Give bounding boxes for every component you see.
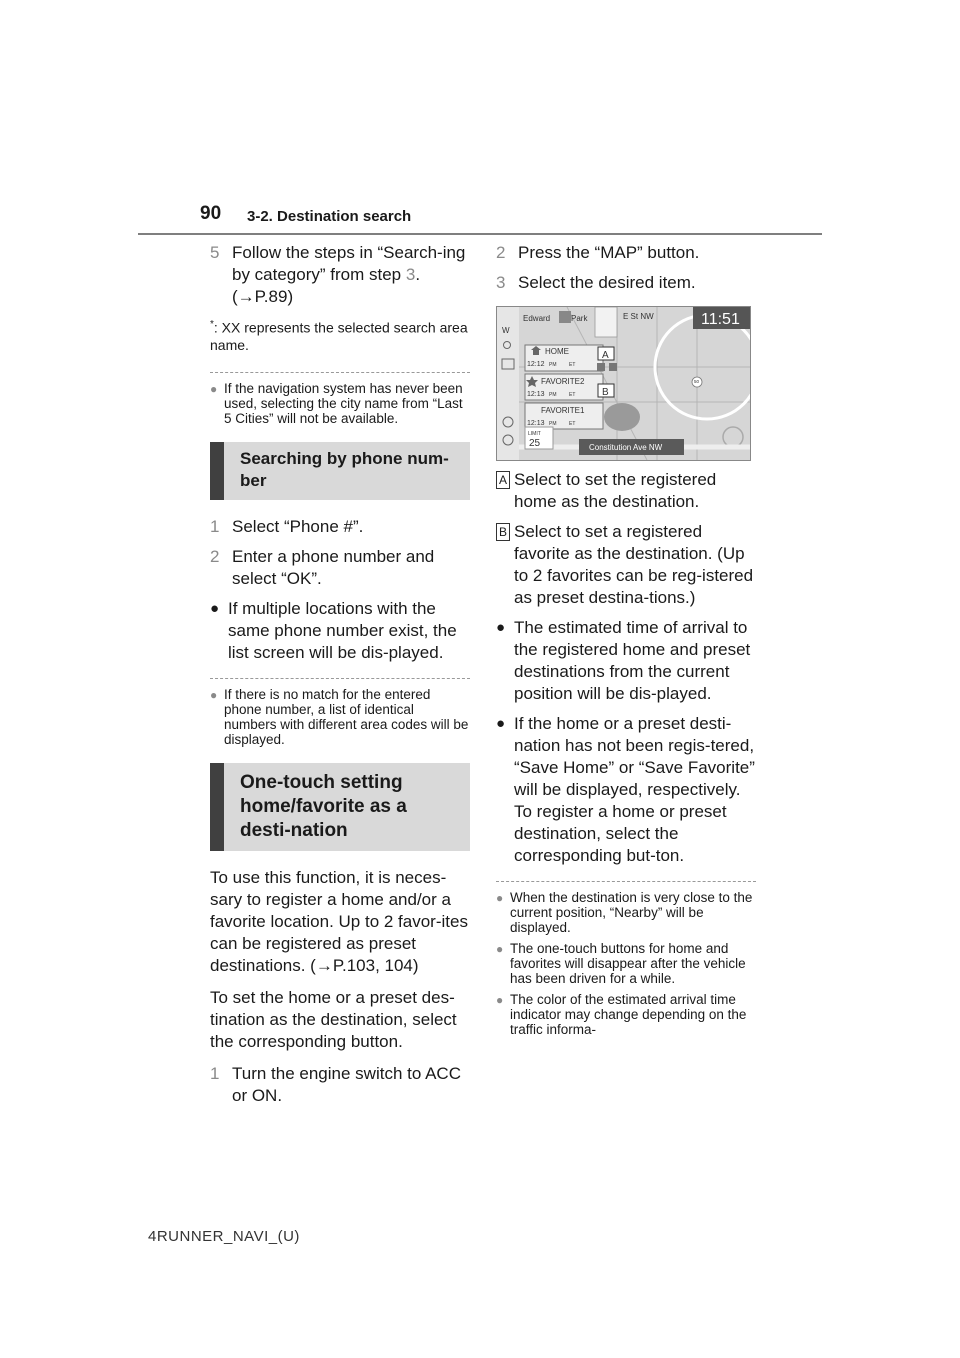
header-rule — [138, 233, 822, 235]
speed-limit-label: LIMIT — [528, 431, 541, 437]
bullet-text: If the home or a preset desti-nation has not been regis-tered, “Save Home” or “Save Favorite” will be displayed, respectively. To register a home or preset destination, select the corresponding but-ton. — [514, 714, 755, 865]
note-bullet-icon: ● — [496, 993, 504, 1007]
bullet-item — [210, 598, 470, 664]
note-text: The one-touch buttons for home and favorites will disappear after the vehicle has been driven for a while. — [510, 941, 746, 986]
right-column — [496, 242, 756, 1043]
note-bullet-icon: ● — [210, 687, 218, 702]
footnote-text: : XX represents the selected search area name. — [210, 319, 468, 353]
heading-phone-search — [210, 442, 470, 500]
step-text: Press the “MAP” button. — [518, 243, 700, 262]
page-ref: (→P.89) — [232, 287, 294, 306]
callout-b-mark: B — [602, 387, 609, 398]
heading-bar — [210, 763, 224, 851]
map-illustration — [497, 307, 750, 460]
bullet-text: If multiple locations with the same phone number exist, the list screen will be dis-played. — [228, 598, 457, 662]
note — [496, 941, 756, 986]
favorite1-eta-pm: PM — [549, 421, 557, 427]
note — [210, 687, 470, 747]
bullet-icon: ● — [496, 715, 506, 732]
paragraph: To set the home or a preset des-tination as the destination, select the corresponding button. — [210, 987, 457, 1051]
paragraph: To use this function, it is neces-sary to register a home and/or a favorite location. Up to 2 favor-ites can be registered as preset destinations. (→P.103, 104) — [210, 867, 468, 975]
map-place-label: Edward — [523, 314, 551, 323]
bullet-item — [496, 617, 756, 705]
callout-a-mark: A — [602, 350, 609, 361]
callout-b-description — [496, 521, 756, 609]
note-divider — [210, 372, 470, 373]
step-1 — [210, 516, 470, 538]
note-bullet-icon: ● — [210, 381, 218, 396]
favorite1-eta: 12:13 — [527, 420, 545, 427]
callout-text: Select to set a registered favorite as the destination. (Up to 2 favorites can be reg-istered as preset destina-tions.) — [514, 522, 754, 607]
note-text: If there is no match for the entered phone number, a list of identical numbers with different area codes will be displayed. — [224, 686, 469, 747]
step-number: 1 — [210, 1063, 220, 1083]
note — [496, 992, 756, 1037]
favorite1-eta-tz: ET — [569, 421, 576, 427]
step-number: 1 — [210, 516, 220, 536]
map-screen — [496, 306, 751, 461]
step-number: 2 — [210, 546, 220, 566]
step-number: 5 — [210, 243, 220, 262]
favorite2-eta-tz: ET — [569, 392, 576, 398]
favorite2-eta-pm: PM — [549, 392, 557, 398]
note-divider — [496, 881, 756, 882]
step-text: Turn the engine switch to ACC or ON. — [232, 1063, 461, 1105]
bullet-icon: ● — [210, 599, 220, 617]
speed-limit-value: 25 — [529, 438, 541, 449]
heading-bar — [210, 442, 224, 500]
step-number: 2 — [496, 243, 506, 262]
heading-text: One-touch setting home/favorite as a desti-nation — [240, 771, 407, 841]
footer-model: 4RUNNER_NAVI_(U) — [148, 1228, 300, 1245]
note-text: When the destination is very close to the current position, “Nearby” will be displayed. — [510, 890, 753, 935]
left-column — [210, 242, 470, 1115]
home-eta-pm: PM — [549, 362, 557, 368]
bullet-item — [496, 713, 756, 867]
note-bullet-icon: ● — [496, 942, 504, 956]
callout-text: Select to set the registered home as the destination. — [514, 470, 717, 511]
bullet-icon: ● — [496, 619, 506, 636]
callout-tag: B — [496, 523, 510, 541]
step-text: Enter a phone number and select “OK”. — [232, 546, 435, 588]
route-number: 50 — [694, 379, 700, 384]
step-text: Select “Phone #”. — [232, 516, 364, 536]
bullet-text: The estimated time of arrival to the registered home and preset destinations from the current position will be dis-played. — [514, 618, 751, 703]
note — [210, 381, 470, 426]
home-eta-tz: ET — [569, 362, 576, 368]
step-2-map — [496, 242, 756, 264]
favorite2-label: FAVORITE2 — [541, 377, 585, 386]
map-park-label: Park — [571, 314, 588, 323]
home-label: HOME — [545, 347, 569, 356]
note-divider — [210, 678, 470, 679]
step-5 — [210, 242, 470, 308]
heading-text: Searching by phone num-ber — [240, 448, 449, 490]
footnote-mark: * — [210, 319, 214, 330]
note-bullet-icon: ● — [496, 891, 504, 905]
note — [496, 890, 756, 935]
note-text: If the navigation system has never been used, selecting the city name from “Last 5 Cities” will not be available. — [224, 380, 463, 426]
map-street-top: E St NW — [623, 312, 654, 321]
favorite1-label: FAVORITE1 — [541, 406, 585, 415]
step-2 — [210, 546, 470, 590]
footnote — [210, 316, 470, 354]
favorite2-eta: 12:13 — [527, 391, 545, 398]
step-1-turn-engine — [210, 1063, 470, 1107]
step-number: 3 — [496, 273, 506, 292]
section-title: 3-2. Destination search — [247, 208, 412, 225]
heading-one-touch — [210, 763, 470, 851]
step-text: Select the desired item. — [518, 273, 696, 292]
street-bottom: Constitution Ave NW — [589, 443, 663, 452]
step-ref-dot: . — [415, 265, 421, 284]
clock: 11:51 — [701, 311, 740, 328]
note-text: The color of the estimated arrival time indicator may change depending on the traffic informa- — [510, 992, 747, 1037]
map-feature — [604, 403, 640, 431]
step-text: Follow the steps in “Search-ing by category” from step — [232, 243, 466, 284]
step-ref: 3 — [405, 265, 416, 284]
callout-tag: A — [496, 471, 510, 489]
compass-label: W — [502, 326, 510, 335]
page-number: 90 — [200, 203, 222, 224]
step-3-select — [496, 272, 756, 294]
callout-a-description — [496, 469, 756, 513]
home-eta: 12:12 — [527, 361, 545, 368]
